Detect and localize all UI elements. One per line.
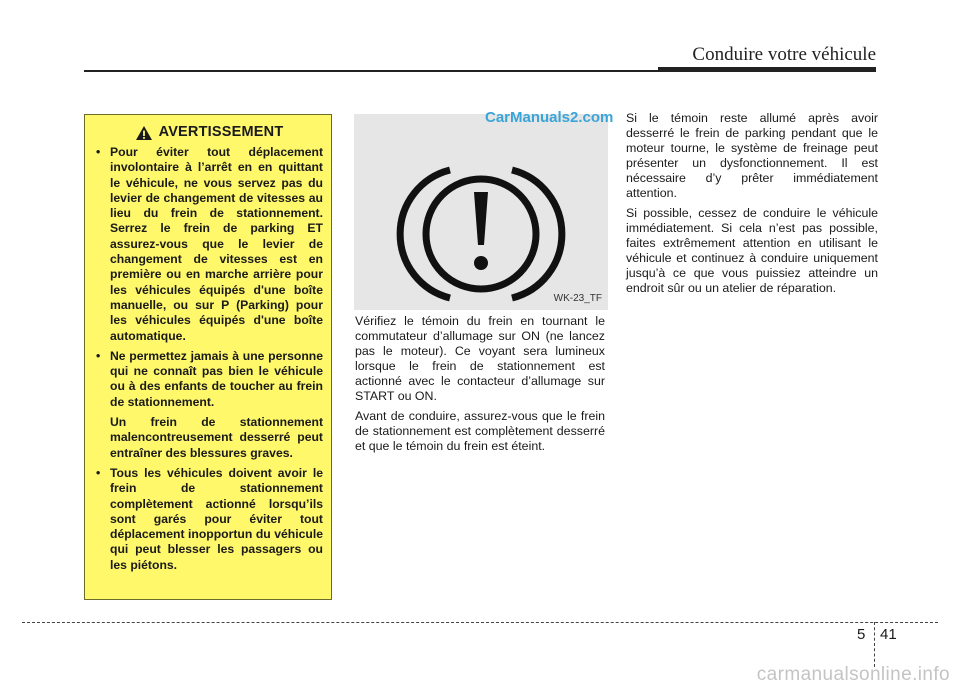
warning-bullet: • Ne permettez jamais à une personne qui ne connaît pas bien le véhicule ou à des enfants de toucher au frein de stationnement. xyxy=(95,349,323,410)
header-rule-accent xyxy=(658,67,876,72)
page-number: 41 xyxy=(880,626,897,643)
warning-bullet: • Pour éviter tout déplacement involontaire à l’arrêt en en quittant le véhicule, ne vous servez pas du levier de changement de vitesses au lieu du frein de stationnement. Serrez le frein de parking ET assurez-vous que le levier de changement de vitesses est en première ou en marche arrière pour les véhicules équipés d'une boîte manuelle, ou sur P (Parking) pour les véhicules équipés d'une boîte automatique. xyxy=(95,145,323,344)
chapter-number: 5 xyxy=(857,626,866,643)
warning-bullet: • Tous les véhicules doivent avoir le frein de stationnement complètement actionné lorsqu’ils sont garés pour éviter tout déplacement inopportun du véhicule qui peut blesser les passagers ou les piétons. xyxy=(95,466,323,573)
body-paragraph: Si possible, cessez de conduire le véhicule immédiatement. Si cela n’est pas possible, faites extrêmement attention en utilisant le véhicule et continuez à conduire uniquement jusqu’à ce que vous puissiez atteindre un endroit sûr ou un atelier de réparation. xyxy=(626,206,878,295)
body-paragraph: Si le témoin reste allumé après avoir desserré le frein de parking pendant que le moteur tourne, le système de freinage peut présenter un dysfonctionnement. Il est nécessaire d’y prêter immédiatement attention. xyxy=(626,111,878,200)
parking-brake-warning-icon xyxy=(354,114,608,310)
brake-warning-figure xyxy=(354,109,614,310)
figure-watermark: CarManuals2.com xyxy=(485,109,614,126)
warning-list xyxy=(95,466,323,573)
warning-triangle-icon xyxy=(135,125,153,141)
warning-list xyxy=(95,145,323,410)
footer-rule xyxy=(22,622,938,623)
chapter-title: Conduire votre véhicule xyxy=(692,44,876,65)
page-number-divider xyxy=(874,622,875,667)
warning-header xyxy=(95,125,323,141)
body-paragraph: Avant de conduire, assurez-vous que le frein de stationnement est complètement desserré et que le témoin du frein est éteint. xyxy=(355,409,605,454)
body-paragraph: Vérifiez le témoin du frein en tournant le commutateur d’allumage sur ON (ne lancez pas le moteur). Ce voyant sera lumineux lorsque le frein de stationnement est actionné avec le contacteur d’allumage sur START ou ON. xyxy=(355,314,605,403)
site-watermark: carmanualsonline.info xyxy=(756,664,950,685)
warning-sub-paragraph: Un frein de stationnement malencontreusement desserré peut entraîner des blessures graves. xyxy=(110,415,323,460)
body-column-3 xyxy=(626,111,878,302)
warning-title: AVERTISSEMENT xyxy=(158,124,284,141)
body-column-2 xyxy=(355,314,605,460)
figure-code: WK-23_TF xyxy=(553,293,602,304)
warning-box xyxy=(84,114,332,600)
